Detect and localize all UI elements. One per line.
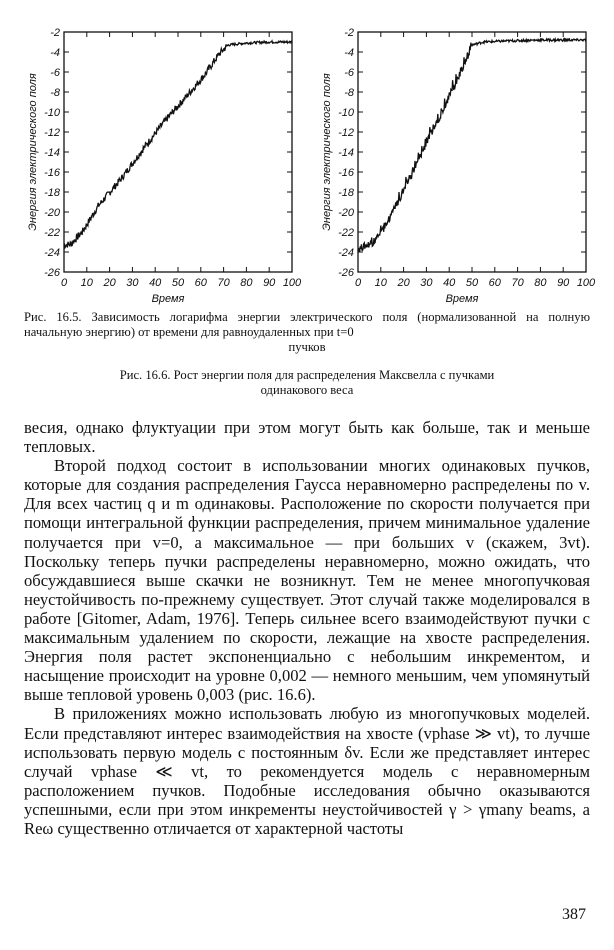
y-tick-label: -16 xyxy=(44,167,60,179)
y-tick-label: -6 xyxy=(344,67,354,79)
page-number: 387 xyxy=(562,906,586,923)
x-tick-label: 20 xyxy=(103,277,116,289)
y-tick-label: -4 xyxy=(344,47,354,59)
x-tick-label: 30 xyxy=(420,277,433,289)
y-axis-label: Энергия электрического поля xyxy=(27,73,39,231)
y-tick-label: -4 xyxy=(50,47,60,59)
y-tick-label: -14 xyxy=(44,147,60,159)
energy-line xyxy=(64,41,292,248)
y-tick-label: -18 xyxy=(44,187,60,199)
y-tick-label: -22 xyxy=(44,227,60,239)
paragraph-2: Второй подход состоит в использовании многих одинаковых пучков, которые для создания распределения Гаусса неравномерно распределены по v. Для всех частиц q и m одинаковы. Расположение по скорости получается при помощи интегральной функции распределения, причем минимальное удаление получается при v=0, а максимальное — при больших v (скажем, 3vt). Поскольку теперь пучки распределены неравномерно, можно ожидать, что обсуждавшиеся выше скачки не возникнут. Тем не менее многопучковая неустойчивость по-прежнему существует. Этот случай также моделировался в работе [Gitomer, Adam, 1976]. Теперь сильнее всего взаимодействуют пучки с максимальным удалением по скорости, лежащие на хвосте распределения. Энергия поля растет экспоненциально с небольшим инкрементом, и насыщение происходит на уровне 0,002 — немного меньшим, чем упомянутый выше тепловой уровень 0,003 (рис. 16.6). xyxy=(24,456,590,705)
plot-frame xyxy=(358,32,586,272)
y-tick-label: -8 xyxy=(344,87,354,99)
x-tick-label: 90 xyxy=(557,277,570,289)
x-tick-label: 10 xyxy=(374,277,387,289)
x-tick-label: 20 xyxy=(397,277,410,289)
caption-16-5 xyxy=(24,310,590,355)
y-tick-label: -18 xyxy=(338,187,354,199)
y-tick-label: -12 xyxy=(338,127,354,139)
chart-16-5 xyxy=(22,18,302,308)
x-tick-label: 100 xyxy=(282,277,302,289)
caption-16-6-text: Рис. 16.6. Рост энергии поля для распределения Максвелла с пучками xyxy=(119,368,495,382)
paragraph-1: весия, однако флуктуации при этом могут быть как больше, так и меньше тепловых. xyxy=(24,418,590,457)
y-tick-label: -2 xyxy=(50,27,60,39)
y-tick-label: -10 xyxy=(338,107,354,119)
energy-line xyxy=(358,39,586,253)
x-tick-label: 80 xyxy=(534,277,547,289)
caption-16-6 xyxy=(24,368,590,398)
x-tick-label: 80 xyxy=(240,277,253,289)
x-tick-label: 60 xyxy=(488,277,501,289)
y-tick-label: -22 xyxy=(338,227,354,239)
y-tick-label: -24 xyxy=(338,247,354,259)
caption-16-5-tail: пучков xyxy=(288,340,326,354)
x-tick-label: 0 xyxy=(60,277,68,289)
x-axis-label: Время xyxy=(445,293,479,305)
y-tick-label: -2 xyxy=(344,27,354,39)
figure-16-5 xyxy=(22,18,302,308)
paragraph-3: В приложениях можно использовать любую из многопучковых моделей. Если представляют интерес взаимодействия на хвосте (vphase ≫ vt), то лучше использовать первую модель с постоянным δv. Если же представляет интерес случай vphase ≪ vt, то рекомендуется модель с неравномерным расположением пучков. Подобные исследования обычно оказываются успешными, если при этом инкременты неустойчивостей γ > γmany beams, а Reω существенно отличается от характерной частоты xyxy=(24,704,590,838)
y-tick-label: -16 xyxy=(338,167,354,179)
y-axis-label: Энергия электрического поля xyxy=(321,73,333,231)
y-tick-label: -8 xyxy=(50,87,60,99)
y-tick-label: -24 xyxy=(44,247,60,259)
caption-16-6-tail: одинакового веса xyxy=(260,383,354,397)
y-tick-label: -20 xyxy=(44,207,60,219)
x-axis-label: Время xyxy=(151,293,185,305)
x-tick-label: 40 xyxy=(149,277,162,289)
x-tick-label: 30 xyxy=(126,277,139,289)
x-tick-label: 60 xyxy=(194,277,207,289)
y-tick-label: -14 xyxy=(338,147,354,159)
plot-frame xyxy=(64,32,292,272)
x-tick-label: 50 xyxy=(465,277,479,289)
y-tick-label: -6 xyxy=(50,67,60,79)
x-tick-label: 70 xyxy=(217,277,230,289)
x-tick-label: 70 xyxy=(511,277,524,289)
x-tick-label: 90 xyxy=(263,277,276,289)
figure-16-6 xyxy=(316,18,596,308)
y-tick-label: -26 xyxy=(44,267,60,279)
y-tick-label: -26 xyxy=(338,267,354,279)
x-tick-label: 0 xyxy=(354,277,362,289)
caption-16-5-text: Рис. 16.5. Зависимость логарифма энергии электрического поля (нормализованной на полную начальную энергию) от времени для равноудаленных при t=0 xyxy=(24,310,590,339)
x-tick-label: 40 xyxy=(443,277,456,289)
y-tick-label: -20 xyxy=(338,207,354,219)
x-tick-label: 100 xyxy=(576,277,596,289)
y-tick-label: -12 xyxy=(44,127,60,139)
x-tick-label: 10 xyxy=(80,277,93,289)
chart-16-6 xyxy=(316,18,596,308)
body-text xyxy=(24,418,590,838)
x-tick-label: 50 xyxy=(171,277,185,289)
y-tick-label: -10 xyxy=(44,107,60,119)
